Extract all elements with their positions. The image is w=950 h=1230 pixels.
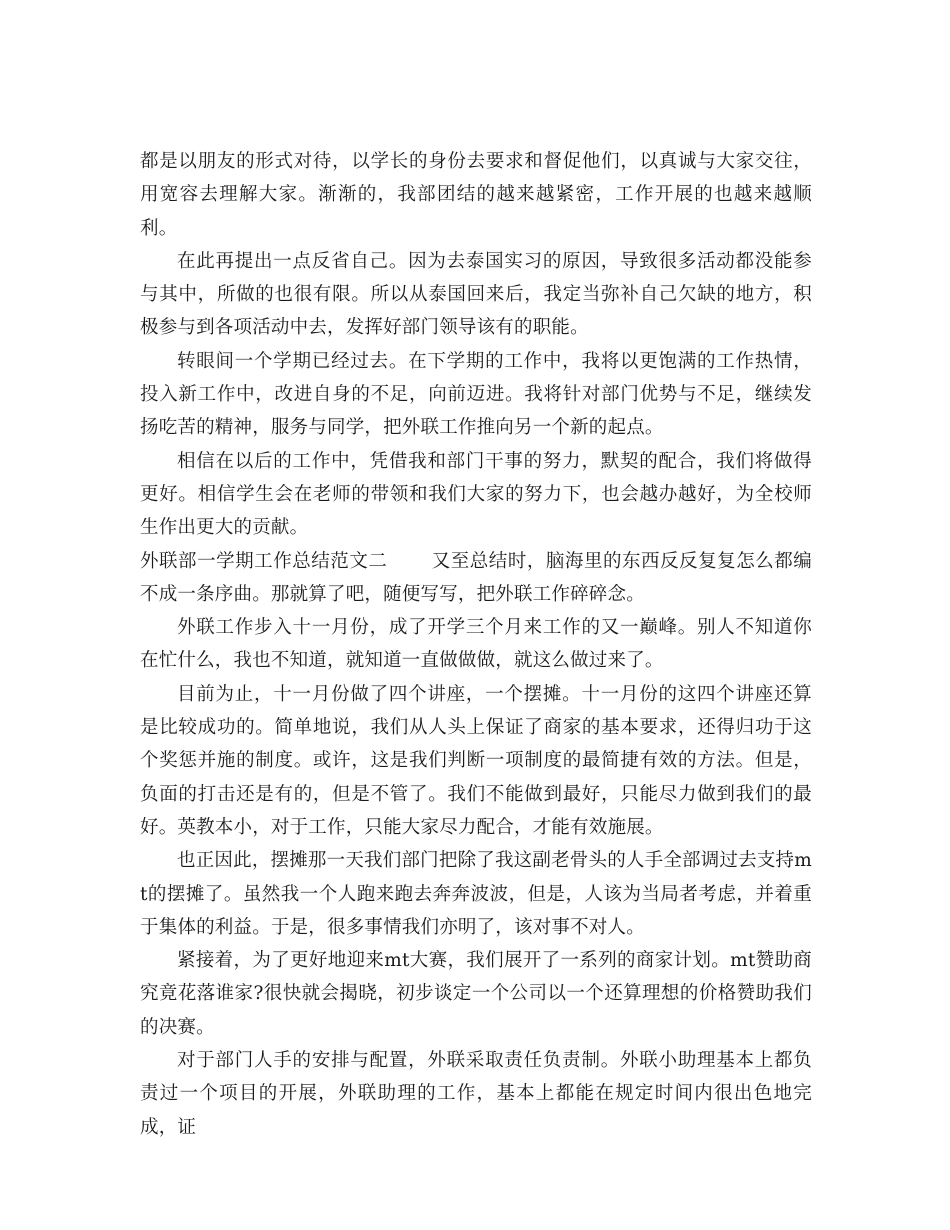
paragraph: 在此再提出一点反省自己。因为去泰国实习的原因，导致很多活动都没能参与其中，所做的也很有限。所以从泰国回来后，我定当弥补自己欠缺的地方，积极参与到各项活动中去，发挥好部门领导该有的职能。 [140,250,812,339]
paragraph: 都是以朋友的形式对待，以学长的身份去要求和督促他们，以真诚与大家交往，用宽容去理解大家。渐渐的，我部团结的越来越紧密，工作开展的也越来越顺利。 [140,151,812,239]
paragraph: 也正因此，摆摊那一天我们部门把除了我这副老骨头的人手全部调过去支持mt的摆摊了。虽然我一个人跑来跑去奔奔波波，但是，人该为当局者考虑，并着重于集体的利益。于是，很多事情我们亦明了，该对事不对人。 [140,850,812,938]
paragraph: 目前为止，十一月份做了四个讲座，一个摆摊。十一月份的这四个讲座还算是比较成功的。简单地说，我们从人头上保证了商家的基本要求，还得归功于这个奖惩并施的制度。或许，这是我们判断一项制度的最简捷有效的方法。但是，负面的打击还是有的，但是不管了。我们不能做到最好，只能尽力做到我们的最好。英教本小，对于工作，只能大家尽力配合，才能有效施展。 [140,683,812,838]
section-intro-text: 又至总结时，脑海里的东西反反复复怎么都编不成一条序曲。那就算了吧，随便写写，把外联工作碎碎念。 [140,550,812,605]
paragraph: 外联工作步入十一月份，成了开学三个月来工作的又一巅峰。别人不知道你在忙什么，我也不知道，就知道一直做做做，就这么做过来了。 [140,617,812,672]
paragraph: 相信在以后的工作中，凭借我和部门干事的努力，默契的配合，我们将做得更好。相信学生会在老师的带领和我们大家的努力下，也会越办越好，为全校师生作出更大的贡献。 [140,450,812,539]
section-heading-paragraph [140,545,812,612]
paragraph: 对于部门人手的安排与配置，外联采取责任负责制。外联小助理基本上都负责过一个项目的开展，外联助理的工作，基本上都能在规定时间内很出色地完成，证 [140,1050,812,1138]
paragraph: 紧接着，为了更好地迎来mt大赛，我们展开了一系列的商家计划。mt赞助商究竟花落谁家?很快就会揭晓，初步谈定一个公司以一个还算理想的价格赞助我们的决赛。 [140,950,812,1038]
paragraph: 转眼间一个学期已经过去。在下学期的工作中，我将以更饱满的工作热情，投入新工作中，改进自身的不足，向前迈进。我将针对部门优势与不足，继续发扬吃苦的精神，服务与同学，把外联工作推向另一个新的起点。 [140,350,812,439]
document-page [140,145,812,1144]
section-title: 外联部一学期工作总结范文二 [140,550,388,572]
